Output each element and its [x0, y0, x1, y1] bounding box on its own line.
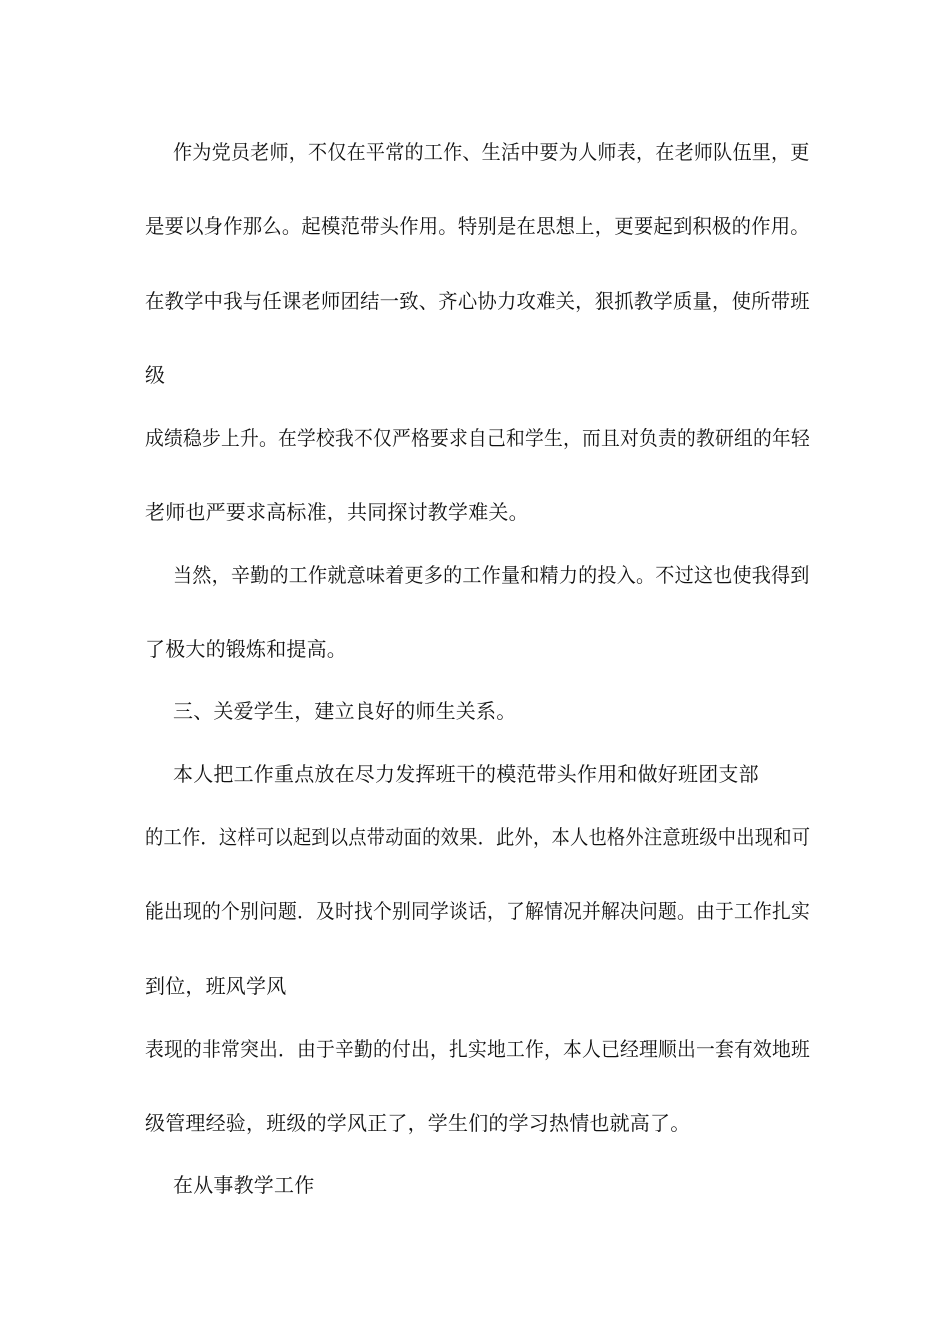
paragraph-line: 本人把工作重点放在尽力发挥班干的模范带头作用和做好班团支部 — [173, 762, 759, 786]
paragraph-line: 级管理经验，班级的学风正了，学生们的学习热情也就高了。 — [145, 1111, 691, 1135]
paragraph-line: 到位，班风学风 — [145, 974, 287, 998]
paragraph-line: 在教学中我与任课老师团结一致、齐心协力攻难关，狠抓教学质量，使所带班 — [145, 289, 810, 313]
paragraph-line: 在从事教学工作 — [173, 1173, 315, 1197]
paragraph-line: 成绩稳步上升。在学校我不仅严格要求自己和学生，而且对负责的教研组的年轻 — [145, 426, 811, 450]
paragraph-line: 是要以身作那么。起模范带头作用。特别是在思想上，更要起到积极的作用。 — [145, 214, 810, 238]
paragraph-line: 表现的非常突出．由于辛勤的付出，扎实地工作，本人已经理顺出一套有效地班 — [145, 1037, 811, 1061]
paragraph-line: 能出现的个别问题．及时找个别同学谈话，了解情况并解决问题。由于工作扎实 — [145, 899, 811, 923]
paragraph-line: 的工作．这样可以起到以点带动面的效果．此外，本人也格外注意班级中出现和可 — [145, 825, 811, 849]
paragraph-line: 作为党员老师，不仅在平常的工作、生活中要为人师表，在老师队伍里，更 — [173, 140, 810, 164]
paragraph-line: 了极大的锻炼和提高。 — [145, 637, 347, 661]
paragraph-line: 级 — [145, 363, 166, 387]
paragraph-line: 当然，辛勤的工作就意味着更多的工作量和精力的投入。不过这也使我得到 — [173, 563, 810, 587]
section-heading: 三、关爱学生，建立良好的师生关系。 — [173, 699, 517, 723]
paragraph-line: 老师也严要求高标准，共同探讨教学难关。 — [145, 500, 529, 524]
